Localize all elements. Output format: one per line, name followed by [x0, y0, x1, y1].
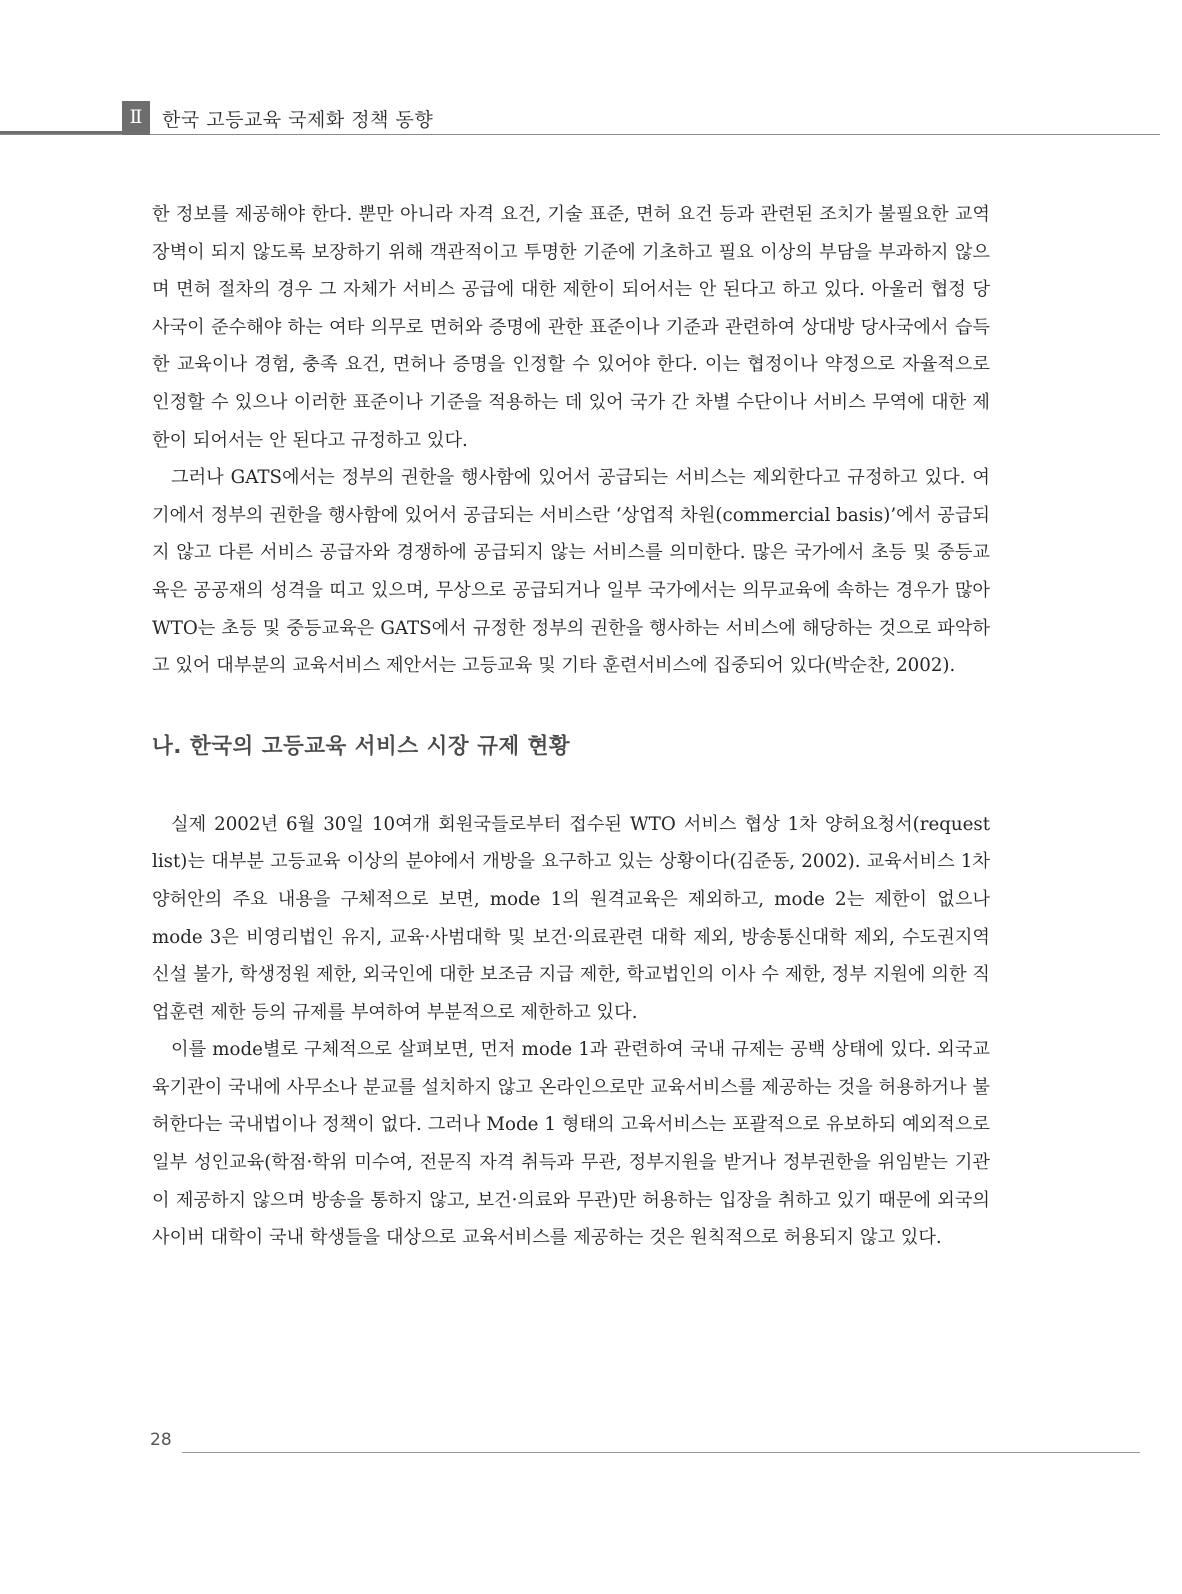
running-header: [0, 95, 1182, 139]
section-heading: 나. 한국의 고등교육 서비스 시장 규제 현황: [152, 733, 571, 759]
chapter-title: 한국 고등교육 국제화 정책 동향: [162, 109, 434, 131]
paragraph: 이를 mode별로 구체적으로 살펴보면, 먼저 mode 1과 관련하여 국내 규제는 공백 상태에 있다. 외국교육기관이 국내에 사무소나 분교를 설치하지 않고 온라인으로만 교육서비스를 제공하는 것을 허용하거나 불허한다는 국내법이나 정책이 없다. 그러나 Mode 1 형태의 고육서비스는 포괄적으로 유보하되 예외적으로 일부 성인교육(학점·학위 미수여, 전문직 자격 취득과 무관, 정부지원을 받거나 정부권한을 위임받는 기관이 제공하지 않으며 방송을 통하지 않고, 보건·의료와 무관)만 허용하는 입장을 취하고 있기 때문에 외국의 사이버 대학이 국내 학생들을 대상으로 교육서비스를 제공하는 것은 원칙적으로 허용되지 않고 있다.: [152, 1039, 990, 1249]
body-text: [152, 196, 990, 1257]
page-number: 28: [150, 1430, 172, 1450]
header-rule: [0, 134, 1160, 135]
chapter-number-badge: Ⅱ: [122, 101, 150, 135]
paragraph: 한 정보를 제공해야 한다. 뿐만 아니라 자격 요건, 기술 표준, 면허 요건 등과 관련된 조치가 불필요한 교역 장벽이 되지 않도록 보장하기 위해 객관적이고 투명한 기준에 기초하고 필요 이상의 부담을 부과하지 않으며 면허 절차의 경우 그 자체가 서비스 공급에 대한 제한이 되어서는 안 된다고 하고 있다. 아울러 협정 당사국이 준수해야 하는 여타 의무로 면허와 증명에 관한 표준이나 기준과 관련하여 상대방 당사국에서 습득한 교육이나 경험, 충족 요건, 면허나 증명을 인정할 수 있어야 한다. 이는 협정이나 약정으로 자율적으로 인정할 수 있으나 이러한 표준이나 기준을 적용하는 데 있어 국가 간 차별 수단이나 서비스 무역에 대한 제한이 되어서는 안 된다고 규정하고 있다.: [152, 204, 990, 451]
paragraph: 그러나 GATS에서는 정부의 권한을 행사함에 있어서 공급되는 서비스는 제외한다고 규정하고 있다. 여기에서 정부의 권한을 행사함에 있어서 공급되는 서비스란 ‘상업적 차원(commercial basis)’에서 공급되지 않고 다른 서비스 공급자와 경쟁하에 공급되지 않는 서비스를 의미한다. 많은 국가에서 초등 및 중등교육은 공공재의 성격을 띠고 있으며, 무상으로 공급되거나 일부 국가에서는 의무교육에 속하는 경우가 많아 WTO는 초등 및 중등교육은 GATS에서 규정한 정부의 권한을 행사하는 서비스에 해당하는 것으로 파악하고 있어 대부분의 교육서비스 제안서는 고등교육 및 기타 훈련서비스에 집중되어 있다(박순찬, 2002).: [152, 467, 990, 677]
footer-rule: [182, 1452, 1140, 1453]
paragraph: 실제 2002년 6월 30일 10여개 회원국들로부터 접수된 WTO 서비스 협상 1차 양허요청서(request list)는 대부분 고등교육 이상의 분야에서 개방을 요구하고 있는 상황이다(김준동, 2002). 교육서비스 1차 양허안의 주요 내용을 구체적으로 보면, mode 1의 원격교육은 제외하고, mode 2는 제한이 없으나 mode 3은 비영리법인 유지, 교육·사범대학 및 보건·의료관련 대학 제외, 방송통신대학 제외, 수도권지역 신설 불가, 학생정원 제한, 외국인에 대한 보조금 지급 제한, 학교법인의 이사 수 제한, 정부 지원에 의한 직업훈련 제한 등의 규제를 부여하여 부분적으로 제한하고 있다.: [152, 813, 990, 1023]
page-footer: [0, 1428, 1182, 1458]
